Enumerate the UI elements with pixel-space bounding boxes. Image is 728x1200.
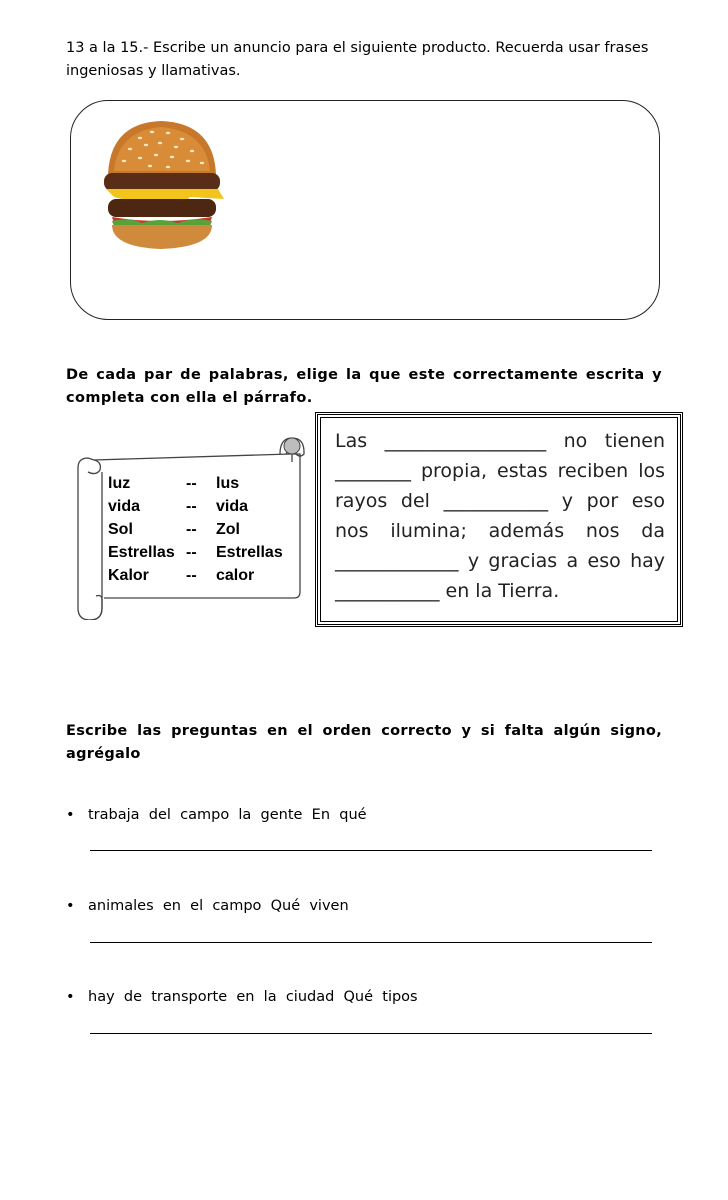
word-separator: --	[186, 498, 197, 515]
word-pair-row	[108, 472, 283, 495]
answer-line[interactable]	[90, 850, 652, 851]
word-option-b: vida	[216, 498, 249, 515]
ad-instruction: 13 a la 15.- Escribe un anuncio para el siguiente producto. Recuerda usar frases ingeniosas y llamativas.	[66, 40, 649, 79]
word-option-a: luz	[108, 475, 131, 492]
bullet-icon: •	[66, 989, 75, 1005]
fill-in-paragraph-frame	[320, 417, 678, 622]
word-option-a: vida	[108, 498, 141, 515]
word-separator: --	[186, 544, 197, 561]
hamburger-image	[90, 113, 232, 255]
spelling-instruction: De cada par de palabras, elige la que este correctamente escrita y completa con ella el párrafo.	[66, 367, 662, 406]
bullet-icon: •	[66, 807, 75, 823]
word-option-b: lus	[216, 475, 240, 492]
word-pair-row	[108, 541, 283, 564]
word-pair-row	[108, 518, 283, 541]
question-words: animales en el campo Qué viven	[88, 898, 349, 914]
questions-instruction: Escribe las preguntas en el orden correcto y si falta algún signo, agrégalo	[66, 723, 662, 762]
word-option-a: Estrellas	[108, 544, 175, 561]
word-separator: --	[186, 521, 197, 538]
word-option-b: calor	[216, 567, 255, 584]
word-option-a: Sol	[108, 521, 133, 538]
fill-in-paragraph-box	[315, 412, 683, 627]
word-pair-row	[108, 495, 283, 518]
question-item	[66, 895, 349, 917]
word-option-b: Estrellas	[216, 544, 283, 561]
answer-line[interactable]	[90, 942, 652, 943]
fill-in-paragraph[interactable]: Las _________________ no tienen ________ propia, estas reciben los rayos del ___________ y por eso nos ilumina; además nos da _____________ y gracias a eso hay ___________ en la Tierra.	[335, 430, 665, 602]
word-separator: --	[186, 567, 197, 584]
word-pairs-list	[108, 472, 283, 587]
question-words: trabaja del campo la gente En qué	[88, 807, 367, 823]
question-item	[66, 804, 367, 826]
answer-line[interactable]	[90, 1033, 652, 1034]
word-option-b: Zol	[216, 521, 240, 538]
bullet-icon: •	[66, 898, 75, 914]
question-item	[66, 986, 418, 1008]
word-pair-row	[108, 564, 283, 587]
question-words: hay de transporte en la ciudad Qué tipos	[88, 989, 418, 1005]
word-option-a: Kalor	[108, 567, 149, 584]
word-separator: --	[186, 475, 197, 492]
